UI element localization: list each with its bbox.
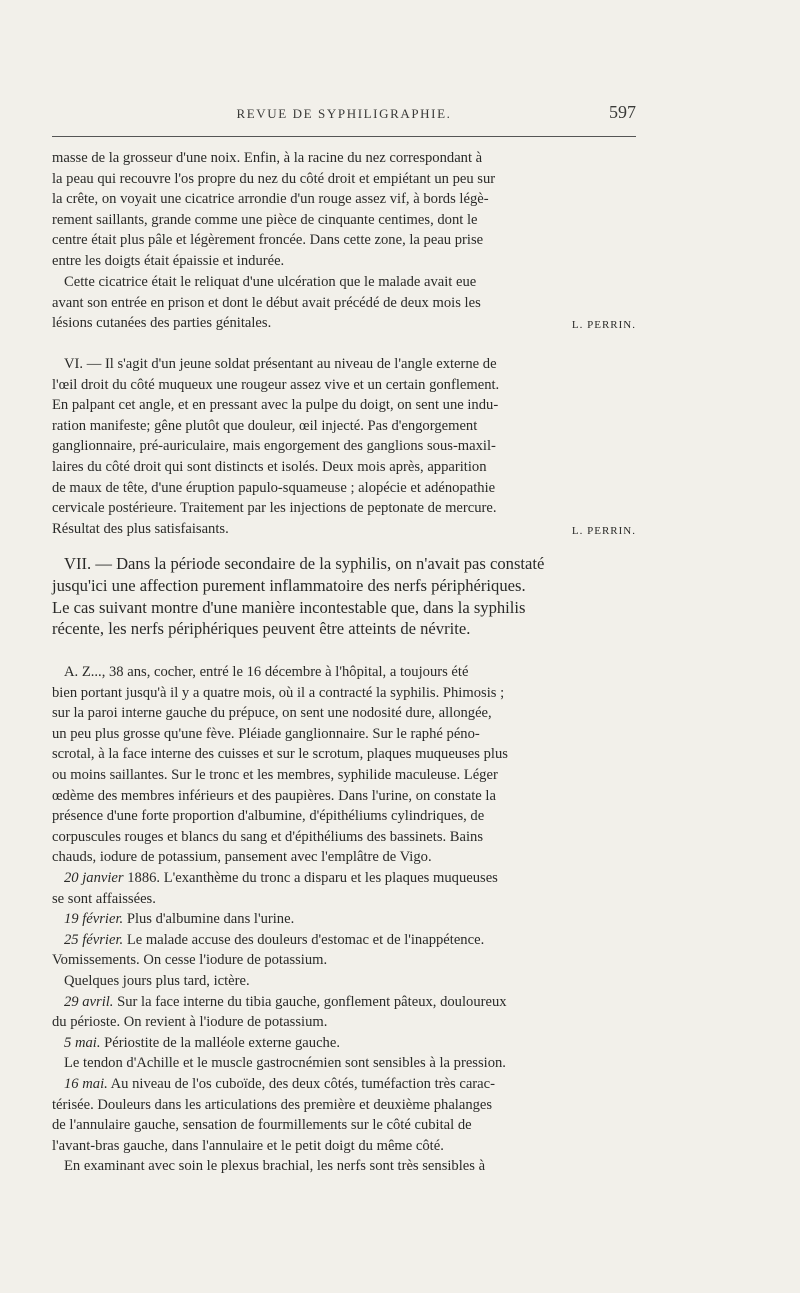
entry-date: 19 février. xyxy=(64,911,124,928)
journal-entry xyxy=(52,930,636,971)
journal-entry xyxy=(52,909,636,930)
entry-text: Périostite de la malléole externe gauche. xyxy=(100,1034,340,1051)
entry-text: Le malade accuse des douleurs d'estomac et de l'inappétence. Vomissements. On cesse l'iodure de potassium. xyxy=(52,931,485,969)
author-signature: L. PERRIN. xyxy=(571,524,636,537)
paragraph-continuation: masse de la grosseur d'une noix. Enfin, à la racine du nez correspondant à la peau qui recouvre l'os propre du nez du côté droit et empiétant un peu sur la crête, on voyait une cicatrice arrondie d'un rouge assez vif, à bords légè- rement saillants, grande comme une pièce de cinquante centimes, dont le centre était plus pâle et légèrement froncée. Dans cette zone, la peau prise entre les doigts était épaissie et indurée. xyxy=(52,150,496,269)
entry-date: 20 janvier xyxy=(64,870,124,886)
entry-date: 29 avril. xyxy=(64,993,114,1010)
author-signature: L. PERRIN. xyxy=(571,319,636,332)
journal-entry xyxy=(52,868,636,909)
journal-entry: Le tendon d'Achille et le muscle gastrocnémien sont sensibles à la pression. xyxy=(64,1055,506,1072)
page-number: 597 xyxy=(609,102,636,122)
running-title: REVUE DE SYPHILIGRAPHIE. xyxy=(236,106,452,121)
entry-text: Au niveau de l'os cuboïde, des deux côtés, tuméfaction très carac- térisée. Douleurs dans les articulations des première et deuxième phalanges de l'annulaire gauche, sensation de fourmillements sur le côté cubital de l'avant-bras gauche, dans l'annulaire et le petit doigt du même côté. xyxy=(52,1075,495,1154)
journal-entry: Quelques jours plus tard, ictère. xyxy=(64,972,250,989)
journal-entry xyxy=(52,1033,636,1054)
entry-text: Plus d'albumine dans l'urine. xyxy=(123,911,295,928)
journal-entry: En examinant avec soin le plexus brachial, les nerfs sont très sensibles à xyxy=(64,1158,486,1175)
journal-entry xyxy=(52,1074,636,1156)
header-rule xyxy=(52,136,636,137)
journal-entry xyxy=(52,992,636,1033)
entry-date: 5 mai. xyxy=(64,1034,101,1051)
case-seven-intro: VII. — Dans la période secondaire de la syphilis, on n'avait pas constaté jusqu'ici une affection purement inflammatoire des nerfs périphériques. Le cas suivant montre d'une manière incontestable que, dans la syphilis récente, les nerfs périphériques peuvent être atteints de névrite. xyxy=(52,554,545,639)
entry-date: 16 mai. xyxy=(64,1075,108,1092)
entry-date: 25 février. xyxy=(64,931,124,948)
entry-text: Sur la face interne du tibia gauche, gonflement pâteux, douloureux du périoste. On revient à l'iodure de potassium. xyxy=(52,993,507,1031)
case-seven-journal xyxy=(52,868,636,1177)
paragraph-text: VI. — Il s'agit d'un jeune soldat présentant au niveau de l'angle externe de l'œil droit du côté muqueux une rougeur assez vive et un certain gonflement. En palpant cet angle, et en pressant avec la pulpe du doigt, on sent une indu- ration manifeste; gêne plutôt que douleur, œil injecté. Pas d'engorgement ganglionnaire, pré-auriculaire, mais engorgement des ganglions sous-maxil- laires du côté droit qui sont distincts et isolés. Deux mois après, apparition de maux de tête, d'une éruption papulo-squameuse ; alopécie et adénopathie cervicale postérieure. Traitement par les injections de peptonate de mercure. Résultat des plus satisfaisants. xyxy=(52,356,500,537)
paragraph-cicatrice xyxy=(52,272,636,336)
case-six-paragraph xyxy=(52,354,636,541)
case-seven-observation: A. Z..., 38 ans, cocher, entré le 16 décembre à l'hôpital, a toujours été bien portant jusqu'à il y a quatre mois, où il a contracté la syphilis. Phimosis ; sur la paroi interne gauche du prépuce, on sent une nodosité dure, allongée, un peu plus grosse qu'une fève. Pléiade ganglionnaire. Sur le raphé péno- scrotal, à la face interne des cuisses et sur le scrotum, plaques muqueuses plus ou moins saillantes. Sur le tronc et les membres, syphilide maculeuse. Léger œdème des membres inférieurs et des paupières. Dans l'urine, on constate la présence d'une forte proportion d'albumine, d'épithéliums cylindriques, de corpuscules rouges et blancs du sang et d'épithéliums des bassinets. Bains chauds, iodure de potassium, pansement avec l'emplâtre de Vigo. xyxy=(52,664,508,866)
paragraph-text: Cette cicatrice était le reliquat d'une ulcération que le malade avait eue avant son entrée en prison et dont le début avait précédé de deux mois les lésions cutanées des parties génitales. xyxy=(52,274,481,332)
entry-text: 1886. L'exanthème du tronc a disparu et les plaques muqueuses se sont affaissées. xyxy=(52,870,498,907)
page-header xyxy=(52,100,636,130)
